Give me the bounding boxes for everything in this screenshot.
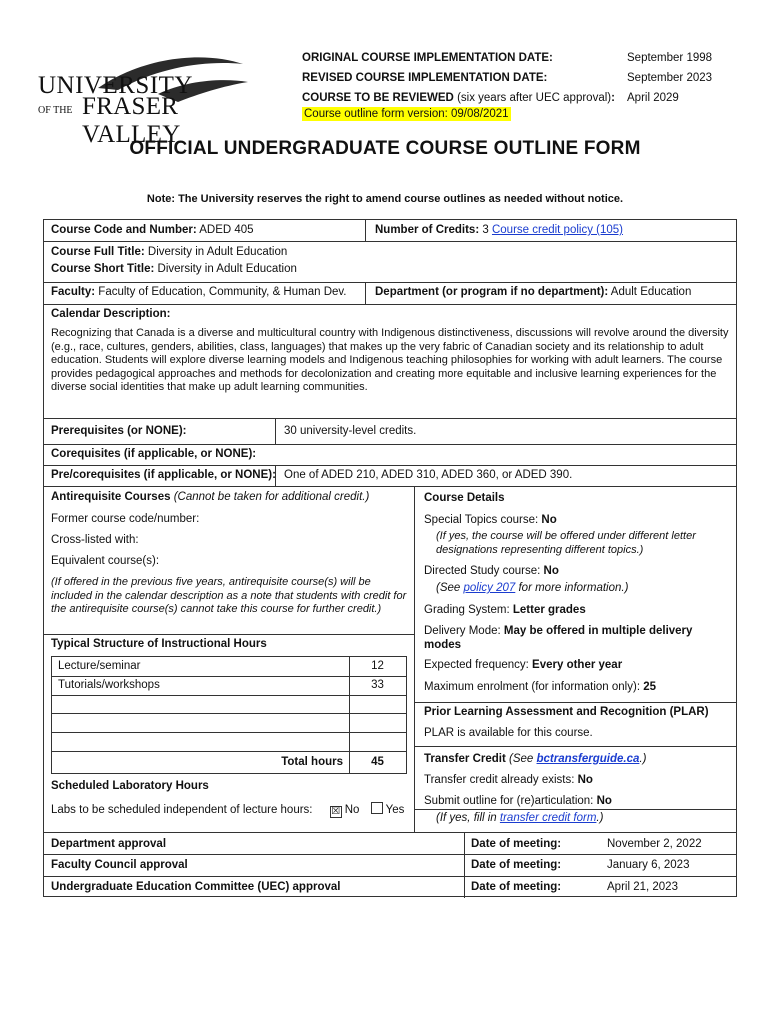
enrolment-field xyxy=(424,681,656,693)
course-code-label: Course Code and Number: xyxy=(51,224,197,236)
directed-study-note xyxy=(436,582,628,594)
faculty-council-approval-date: January 6, 2023 xyxy=(607,859,690,871)
review-date-value: April 2029 xyxy=(627,92,679,104)
department-field xyxy=(375,286,691,298)
hours-table xyxy=(51,656,407,774)
revised-date-label: REVISED COURSE IMPLEMENTATION DATE: xyxy=(302,72,548,84)
department-approval-label: Department approval xyxy=(51,838,167,850)
frequency-value: Every other year xyxy=(532,659,623,671)
lab-question-text: Labs to be scheduled independent of lecture hours: xyxy=(51,804,313,816)
lab-hours-heading: Scheduled Laboratory Hours xyxy=(51,780,209,792)
grading-value: Letter grades xyxy=(512,604,586,616)
university-logo xyxy=(38,50,253,148)
transfer-heading-post: .) xyxy=(639,753,647,765)
directed-study-field xyxy=(424,565,559,577)
special-topics-label: Special Topics course: xyxy=(424,514,539,526)
date-of-meeting-label: Date of meeting: xyxy=(471,838,562,850)
hours-heading: Typical Structure of Instructional Hours xyxy=(51,638,267,650)
antireq-note: (If offered in the previous five years, antirequisite course(s) will be included in the calendar description as a note that students with credit for the antirequisite course(s) cannot take this course for further credit.) xyxy=(51,576,407,615)
prerequisites-value: 30 university-level credits. xyxy=(284,425,417,437)
hours-row-value: 12 xyxy=(371,660,384,672)
uec-approval-label: Undergraduate Education Committee (UEC) approval xyxy=(51,881,341,893)
bctransferguide-link[interactable]: bctransferguide.ca xyxy=(536,753,640,765)
transfer-credit-heading xyxy=(424,753,646,765)
faculty-council-approval-label: Faculty Council approval xyxy=(51,859,188,871)
department-value: Adult Education xyxy=(610,286,692,298)
course-code-field xyxy=(51,224,254,236)
special-topics-value: No xyxy=(541,514,557,526)
enrolment-label: Maximum enrolment (for information only): xyxy=(424,681,641,693)
lab-question xyxy=(51,802,404,818)
lab-no-label: No xyxy=(344,804,360,816)
rearticulation-field xyxy=(424,795,612,807)
logo-of-the: OF THE xyxy=(38,105,73,116)
transfer-heading-text: Transfer Credit xyxy=(424,753,506,765)
review-date-label xyxy=(302,92,615,104)
equivalent-course-label: Equivalent course(s): xyxy=(51,555,160,567)
transfer-note-pre: (If yes, fill in xyxy=(436,812,500,824)
grading-field xyxy=(424,604,586,616)
calendar-description-text: Recognizing that Canada is a diverse and multicultural country with Indigenous distinctiveness, discussions will revolve around the diversity (e.g., race, cultures, genders, abilities, class, languages) that makes up the very fabric of Canadian society and its relationship to adult education. Students will explore diverse learning models and Indigenous teaching philosophies for working with adult learners. The course provides pedagogical approaches and methods for decolonization and creating more equitable and inclusive learning experiences for the diverse social identities that make up adult learning communities. xyxy=(51,327,729,393)
faculty-label: Faculty: xyxy=(51,286,96,298)
special-topics-note: (If yes, the course will be offered under different letter designations representing different topics.) xyxy=(436,530,696,556)
revised-date-value: September 2023 xyxy=(627,72,713,84)
corequisites-label: Corequisites (if applicable, or NONE): xyxy=(51,448,257,460)
review-label-main: COURSE TO BE REVIEWED xyxy=(302,92,454,104)
short-title-value: Diversity in Adult Education xyxy=(157,263,297,275)
precorequisites-value: One of ADED 210, ADED 310, ADED 360, or ADED 390. xyxy=(284,469,573,481)
logo-fraser-valley: FRASER VALLEY xyxy=(82,93,181,148)
review-label-note: (six years after UEC approval) xyxy=(457,92,612,104)
logo-university: UNIVERSITY xyxy=(38,72,193,99)
special-topics-field xyxy=(424,514,557,526)
credits-label: Number of Credits: xyxy=(375,224,480,236)
frequency-label: Expected frequency: xyxy=(424,659,529,671)
antireq-heading-text: Antirequisite Courses xyxy=(51,491,171,503)
lab-yes-label: Yes xyxy=(385,804,405,816)
short-title-label: Course Short Title: xyxy=(51,263,155,275)
full-title-value: Diversity in Adult Education xyxy=(147,246,288,258)
transfer-exists-label: Transfer credit already exists: xyxy=(424,774,575,786)
credits-value: 3 xyxy=(482,224,489,236)
directed-study-label: Directed Study course: xyxy=(424,565,541,577)
transfer-exists-field xyxy=(424,774,593,786)
amend-note: Note: The University reserves the right to amend course outlines as needed without notice. xyxy=(146,193,624,205)
form-version: Course outline form version: 09/08/2021 xyxy=(304,108,509,120)
page-title: OFFICIAL UNDERGRADUATE COURSE OUTLINE FORM xyxy=(129,138,641,159)
delivery-value: May be offered in multiple delivery modes xyxy=(424,625,693,651)
full-title-label: Course Full Title: xyxy=(51,246,145,258)
hours-row-value: 33 xyxy=(371,679,384,691)
course-details-heading: Course Details xyxy=(424,492,505,504)
plar-heading: Prior Learning Assessment and Recognition (PLAR) xyxy=(424,706,709,718)
date-of-meeting-label: Date of meeting: xyxy=(471,859,562,871)
antireq-heading-note: (Cannot be taken for additional credit.) xyxy=(173,491,370,503)
course-outline-table xyxy=(43,219,737,897)
calendar-description-label: Calendar Description: xyxy=(51,308,171,320)
faculty-value: Faculty of Education, Community, & Human Dev. xyxy=(98,286,347,298)
plar-text: PLAR is available for this course. xyxy=(424,727,593,739)
antirequisite-heading xyxy=(51,491,369,503)
course-code-value: ADED 405 xyxy=(199,224,254,236)
short-title-field xyxy=(51,263,297,275)
cross-listed-label: Cross-listed with: xyxy=(51,534,139,546)
original-date-value: September 1998 xyxy=(627,52,713,64)
hours-row-label: Lecture/seminar xyxy=(58,660,141,672)
precorequisites-label: Pre/corequisites (if applicable, or NONE): xyxy=(51,469,276,481)
department-label: Department (or program if no department): xyxy=(375,286,609,298)
rearticulation-value: No xyxy=(596,795,612,807)
rearticulation-label: Submit outline for (re)articulation: xyxy=(424,795,594,807)
hours-row-label: Tutorials/workshops xyxy=(58,679,160,691)
policy-207-link[interactable]: policy 207 xyxy=(463,582,516,594)
directed-study-value: No xyxy=(543,565,559,577)
credit-policy-link[interactable]: Course credit policy (105) xyxy=(491,224,623,236)
total-hours-value: 45 xyxy=(371,756,384,768)
date-of-meeting-label: Date of meeting: xyxy=(471,881,562,893)
faculty-field xyxy=(51,286,347,298)
total-hours-label: Total hours xyxy=(281,756,343,768)
uec-approval-date: April 21, 2023 xyxy=(607,881,678,893)
enrolment-value: 25 xyxy=(643,681,657,693)
review-label-end: : xyxy=(611,92,615,104)
frequency-field xyxy=(424,659,622,671)
credits-field xyxy=(375,224,623,236)
transfer-note-post: .) xyxy=(596,812,604,824)
full-title-field xyxy=(51,246,287,258)
directed-note-post: for more information.) xyxy=(515,582,629,594)
transfer-credit-form-link[interactable]: transfer credit form xyxy=(499,812,597,824)
department-approval-date: November 2, 2022 xyxy=(607,838,702,850)
transfer-heading-pre: (See xyxy=(509,753,537,765)
directed-note-pre: (See xyxy=(436,582,464,594)
lab-yes-checkbox[interactable] xyxy=(371,802,383,814)
delivery-label: Delivery Mode: xyxy=(424,625,501,637)
lab-no-checkbox[interactable]: ☒ xyxy=(331,806,341,817)
delivery-field xyxy=(424,625,724,652)
original-date-label: ORIGINAL COURSE IMPLEMENTATION DATE: xyxy=(302,52,553,64)
transfer-form-note xyxy=(436,812,603,824)
transfer-exists-value: No xyxy=(577,774,593,786)
grading-label: Grading System: xyxy=(424,604,510,616)
prerequisites-label: Prerequisites (or NONE): xyxy=(51,425,187,437)
former-course-label: Former course code/number: xyxy=(51,513,200,525)
